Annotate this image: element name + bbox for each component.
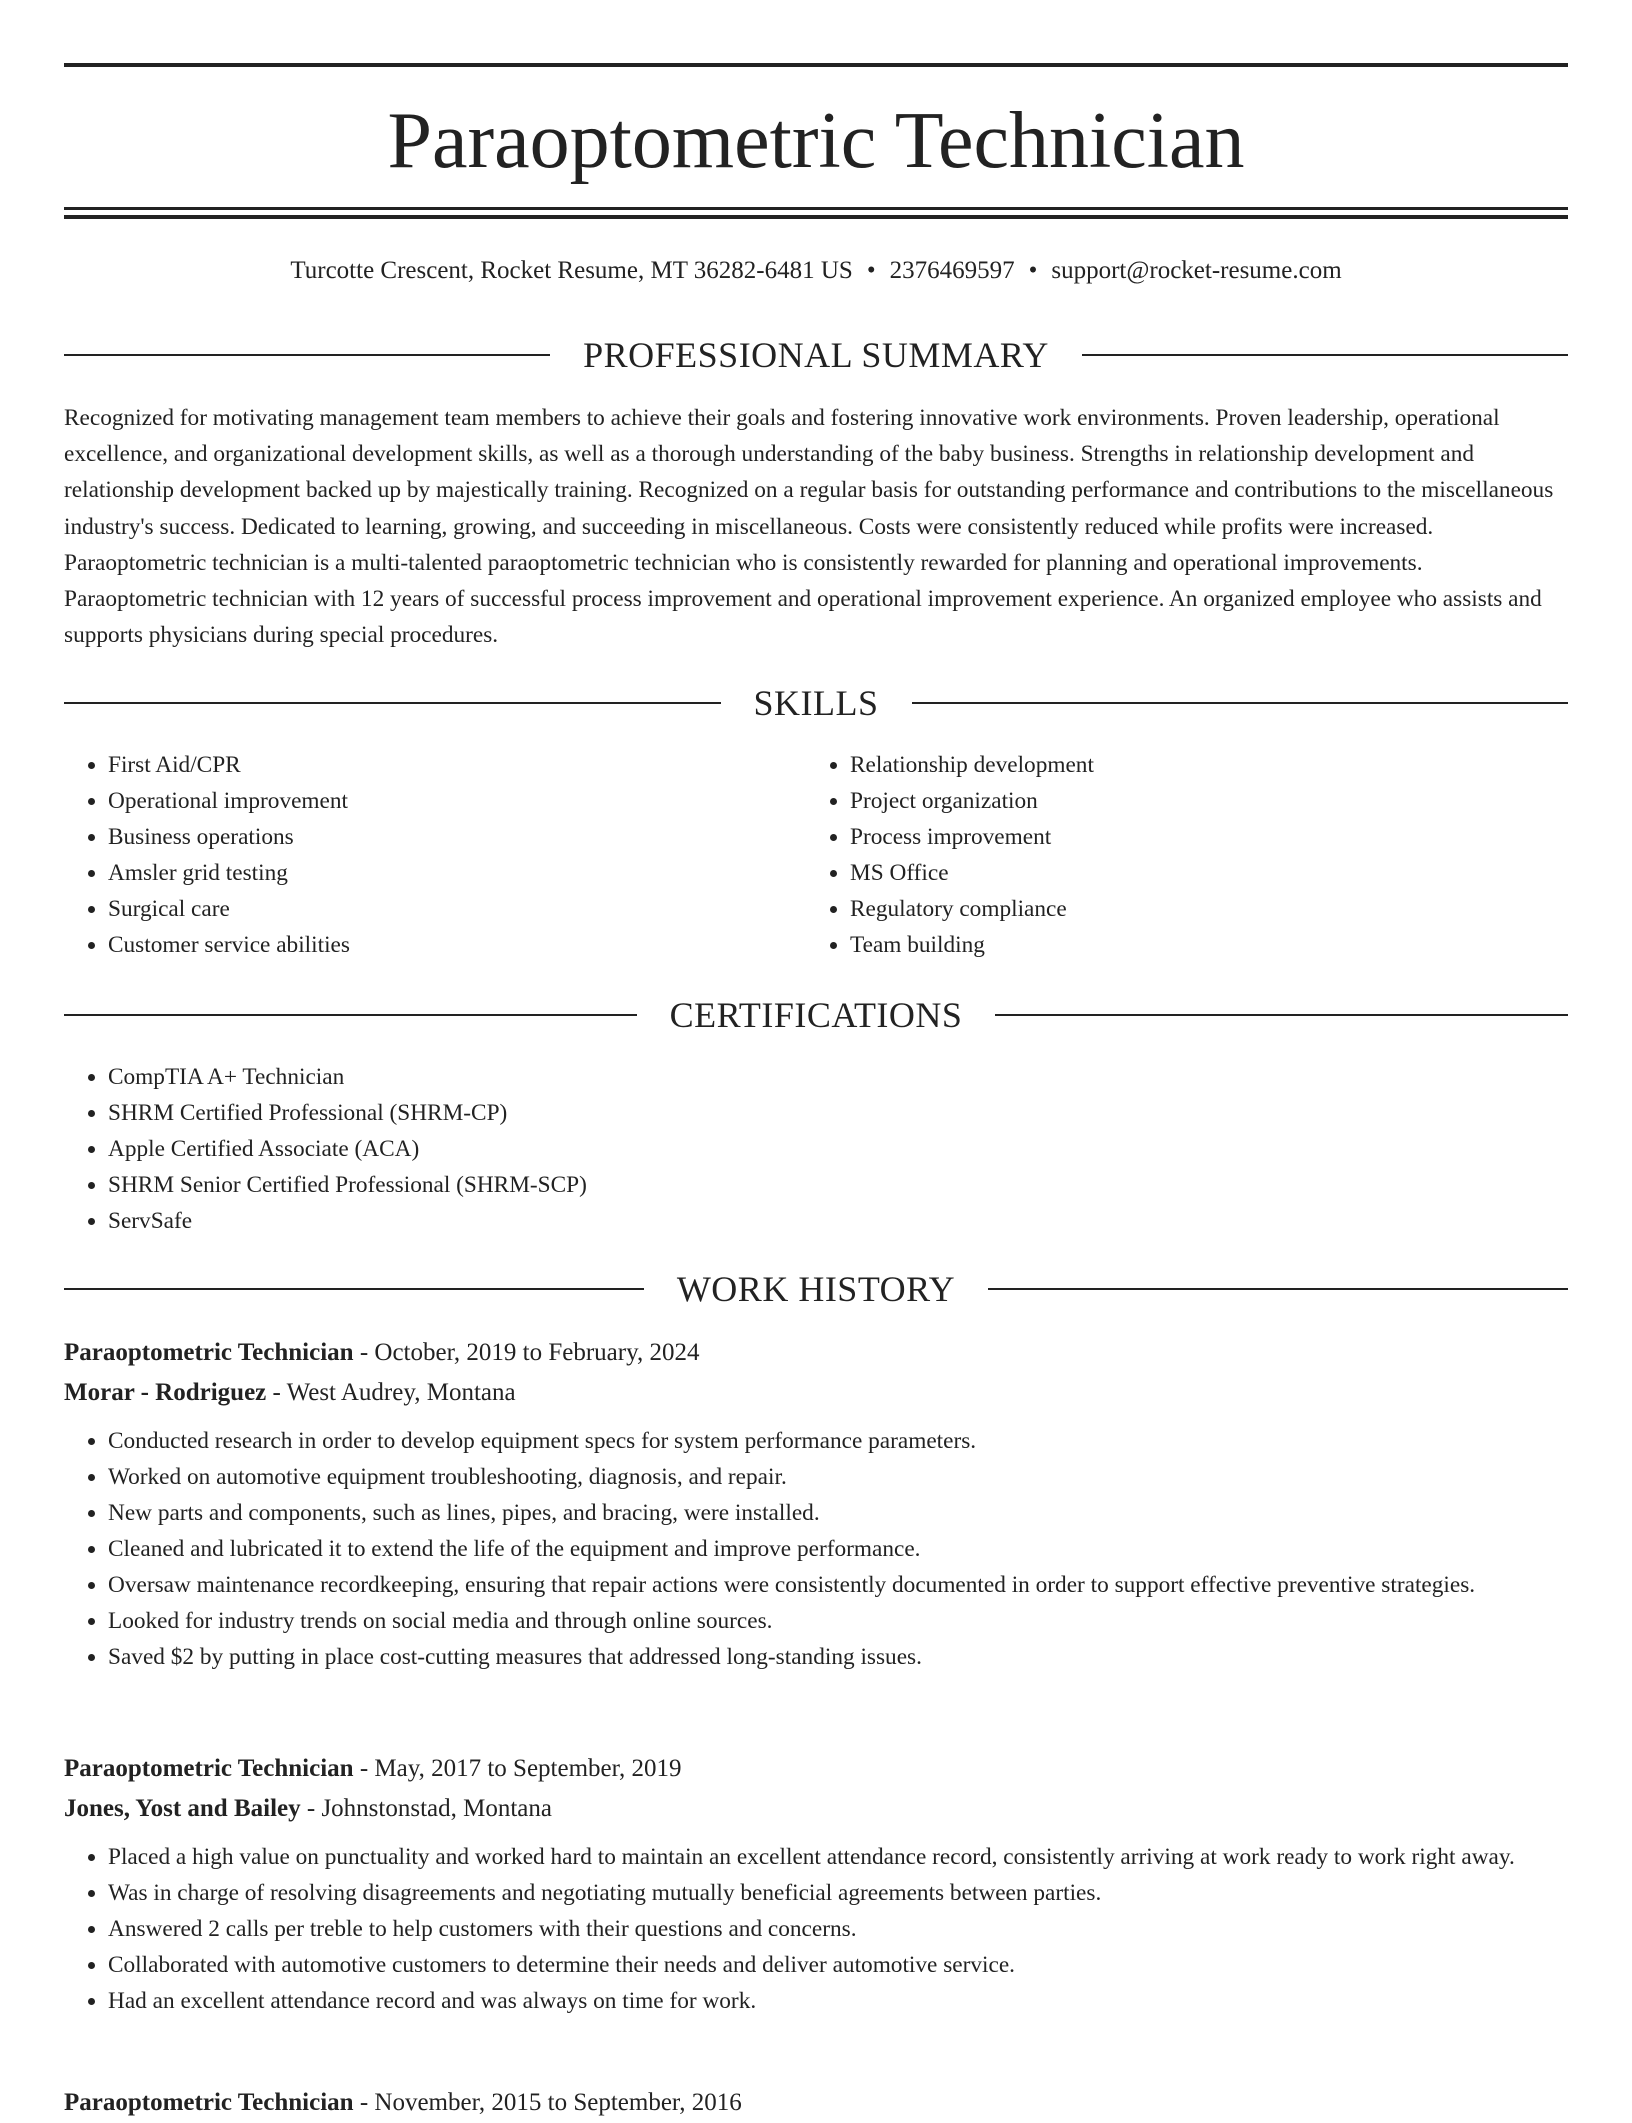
certification-item: • CompTIA A+ Technician <box>108 1059 1568 1095</box>
work-history-heading: WORK HISTORY <box>676 1269 956 1309</box>
skill-item: • First Aid/CPR <box>108 747 804 783</box>
job-bullet: • Looked for industry trends on social media and through online sources. <box>108 1603 1568 1639</box>
job-dash: - <box>266 1379 287 1406</box>
skill-item: • Regulatory compliance <box>850 891 1546 927</box>
skills-list-right <box>806 747 1546 963</box>
job-bullet: • Collaborated with automotive customers to determine their needs and deliver automotive service. <box>108 1947 1568 1983</box>
skill-item: • Team building <box>850 927 1546 963</box>
skill-item: • MS Office <box>850 855 1546 891</box>
job-dash: - <box>353 1755 375 1782</box>
certifications-section-header <box>64 993 1568 1037</box>
certifications-heading: CERTIFICATIONS <box>669 995 963 1035</box>
section-rule-left <box>64 354 550 356</box>
job-title: Paraoptometric Technician <box>64 1339 354 1366</box>
job-bullets <box>64 1423 1568 1675</box>
job-bullet: • Had an excellent attendance record and was always on time for work. <box>108 1983 1568 2019</box>
job-title: Paraoptometric Technician <box>64 2089 354 2116</box>
contact-separator: • <box>866 257 876 284</box>
job-bullet: • Answered 2 calls per treble to help customers with their questions and concerns. <box>108 1911 1568 1947</box>
skill-item: • Surgical care <box>108 891 804 927</box>
certification-item: • SHRM Certified Professional (SHRM-CP) <box>108 1095 1568 1131</box>
section-rule-right <box>1082 354 1568 356</box>
skill-item: • Amsler grid testing <box>108 855 804 891</box>
certification-item: • ServSafe <box>108 1203 1568 1239</box>
skill-item: • Relationship development <box>850 747 1546 783</box>
job-bullet: • Placed a high value on punctuality and worked hard to maintain an excellent attendance record, consistently arriving at work ready to work right away. <box>108 1839 1568 1875</box>
section-rule-right <box>988 1288 1568 1290</box>
summary-section-header <box>64 333 1568 377</box>
section-rule-left <box>64 1288 644 1290</box>
job-company-line <box>64 1789 1568 1829</box>
job-bullet: • Cleaned and lubricated it to extend the life of the equipment and improve performance. <box>108 1531 1568 1567</box>
contact-email: support@rocket-resume.com <box>1051 257 1342 284</box>
header-top-rule <box>64 63 1568 67</box>
job-company: Morar - Rodriguez <box>64 1379 267 1406</box>
job-dash: - <box>353 2089 375 2116</box>
certification-item: • SHRM Senior Certified Professional (SHRM-SCP) <box>108 1167 1568 1203</box>
contact-line <box>64 254 1568 288</box>
job-location: Johnstonstad, Montana <box>321 1795 552 1822</box>
certifications-block <box>64 1059 1568 1239</box>
job-title-line <box>64 1749 1568 1789</box>
job-bullet: • Was in charge of resolving disagreements and negotiating mutually beneficial agreements between parties. <box>108 1875 1568 1911</box>
job-bullet: • Oversaw maintenance recordkeeping, ensuring that repair actions were consistently documented in order to support effective preventive strategies. <box>108 1567 1568 1603</box>
header-bottom-rule-lower <box>64 215 1568 219</box>
section-rule-left <box>64 1014 637 1016</box>
skills-column-right <box>806 747 1546 963</box>
contact-address: Turcotte Crescent, Rocket Resume, MT 36282-6481 US <box>290 257 853 284</box>
job-dates: May, 2017 to September, 2019 <box>374 1755 682 1782</box>
section-rule-left <box>64 702 721 704</box>
certifications-list <box>64 1059 1568 1239</box>
job-bullet: • Conducted research in order to develop equipment specs for system performance parameters. <box>108 1423 1568 1459</box>
skills-column-left <box>64 747 804 963</box>
skill-item: • Process improvement <box>850 819 1546 855</box>
summary-text: Recognized for motivating management team members to achieve their goals and fostering innovative work environments. Proven leadership, operational excellence, and organizational development skills, as well as a thorough understanding of the baby business. Strengths in relationship development and relationship development backed up by majestically training. Recognized on a regular basis for outstanding performance and contributions to the miscellaneous industry's success. Dedicated to learning, growing, and succeeding in miscellaneous. Costs were consistently reduced while profits were increased. Paraoptometric technician is a multi-talented paraoptometric technician who is consistently rewarded for planning and operational improvements. Paraoptometric technician with 12 years of successful process improvement and operational improvement experience. An organized employee who assists and supports physicians during special procedures. <box>64 405 1554 649</box>
job-entry <box>64 2083 1568 2123</box>
job-title: Paraoptometric Technician <box>64 1755 354 1782</box>
section-rule-right <box>912 702 1569 704</box>
job-company: Jones, Yost and Bailey <box>64 1795 301 1822</box>
skill-item: • Project organization <box>850 783 1546 819</box>
skill-item: • Operational improvement <box>108 783 804 819</box>
job-entry <box>64 1749 1568 2019</box>
job-entry <box>64 1333 1568 1675</box>
contact-separator: • <box>1028 257 1038 284</box>
job-dates: November, 2015 to September, 2016 <box>374 2089 742 2116</box>
job-title-line <box>64 1333 1568 1373</box>
contact-phone: 2376469597 <box>889 257 1015 284</box>
resume-title: Paraoptometric Technician <box>387 97 1245 185</box>
job-bullets <box>64 1839 1568 2019</box>
job-dash: - <box>353 1339 375 1366</box>
job-location: West Audrey, Montana <box>286 1379 516 1406</box>
job-title-line <box>64 2083 1568 2123</box>
job-bullet: • Worked on automotive equipment troubleshooting, diagnosis, and repair. <box>108 1459 1568 1495</box>
skills-list-left <box>64 747 804 963</box>
work-history-section-header <box>64 1267 1568 1311</box>
skills-section-header <box>64 681 1568 725</box>
job-bullet: • New parts and components, such as lines, pipes, and bracing, were installed. <box>108 1495 1568 1531</box>
header-bottom-rule-upper <box>64 207 1568 210</box>
job-company-line <box>64 1373 1568 1413</box>
job-bullet: • Saved $2 by putting in place cost-cutting measures that addressed long-standing issues. <box>108 1639 1568 1675</box>
summary-heading: PROFESSIONAL SUMMARY <box>583 335 1049 375</box>
skills-heading: SKILLS <box>753 683 879 723</box>
skill-item: • Customer service abilities <box>108 927 804 963</box>
skill-item: • Business operations <box>108 819 804 855</box>
job-dash: - <box>300 1795 322 1822</box>
job-dates: October, 2019 to February, 2024 <box>374 1339 700 1366</box>
certification-item: • Apple Certified Associate (ACA) <box>108 1131 1568 1167</box>
section-rule-right <box>995 1014 1568 1016</box>
